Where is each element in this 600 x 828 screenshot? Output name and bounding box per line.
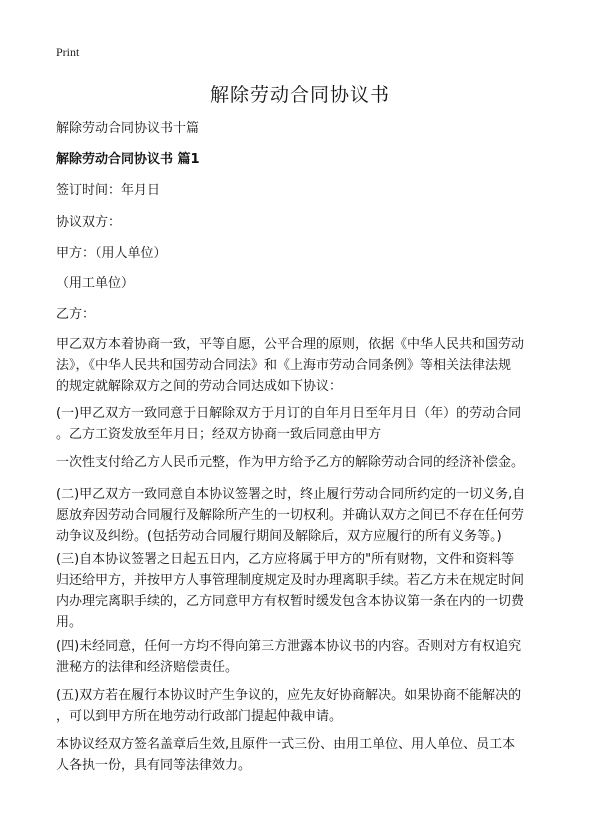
intro-paragraph	[56, 334, 548, 397]
party-b: 乙方：	[56, 307, 96, 322]
text-line: (一)甲乙双方一致同意于日解除双方于月订的自年月日至年月日（年）的劳动合同	[56, 406, 522, 421]
clause-1	[56, 403, 548, 445]
text-line: (二)甲乙双方一致同意自本协议签署之时，终止履行劳动合同所约定的一切义务,自	[56, 487, 526, 502]
employer-note: （用工单位）	[56, 276, 135, 291]
text-line: (五)双方若在履行本协议时产生争议的，应先友好协商解决。如果协商不能解决的	[56, 688, 522, 703]
party-a: 甲方：（用人单位）	[56, 246, 167, 261]
clause-2	[56, 484, 548, 547]
document-title: 解除劳动合同协议书	[209, 84, 390, 106]
text-line: 用。	[56, 615, 83, 630]
text-line: 内办理完离职手续的，乙方同意甲方有权暂时缓发包含本协议第一条在内的一切费	[56, 594, 525, 609]
text-line: 法》，《中华人民共和国劳动合同法》和《上海市劳动合同条例》等相关法律法规	[56, 358, 512, 373]
clause-4	[56, 636, 548, 678]
text-line: ，可以到甲方所在地劳动行政部门提起仲裁申请。	[56, 709, 343, 724]
clause-5	[56, 685, 548, 727]
text-line: 归还给甲方，并按甲方人事管理制度规定及时办理离职手续。若乙方未在规定时间	[56, 573, 525, 588]
parties-label: 协议双方：	[56, 215, 122, 230]
print-link[interactable]: Print	[56, 45, 80, 59]
text-line: (四)未经同意，任何一方均不得向第三方泄露本协议书的内容。否则对方有权追究	[56, 639, 522, 654]
text-line: 的规定就解除双方之间的劳动合同达成如下协议：	[56, 379, 343, 394]
clause-3	[56, 549, 548, 633]
text-line: 本协议经双方签名盖章后生效,且原件一式三份、由用工单位、用人单位、员工本	[56, 737, 516, 752]
closing-paragraph	[56, 734, 548, 776]
document-subtitle: 解除劳动合同协议书十篇	[56, 121, 200, 136]
compensation-line: 一次性支付给乙方人民币元整，作为甲方给予乙方的解除劳动合同的经济补偿金。	[56, 455, 525, 470]
text-line: 。乙方工资发放至年月日；经双方协商一致后同意由甲方	[56, 427, 382, 442]
sign-time: 签订时间：年月日	[56, 183, 161, 198]
text-line: 人各执一份，具有同等法律效力。	[56, 758, 252, 773]
text-line: 泄秘方的法律和经济赔偿责任。	[56, 660, 239, 675]
section-heading: 解除劳动合同协议书 篇1	[56, 152, 200, 167]
text-line: 甲乙双方本着协商一致，平等自愿，公平合理的原则，依据《中华人民共和国劳动	[56, 337, 525, 352]
text-line: 动争议及纠纷。(包括劳动合同履行期间及解除后，双方应履行的所有义务等。)	[56, 529, 502, 544]
text-line: (三)自本协议签署之日起五日内，乙方应将属于甲方的"所有财物，文件和资料等	[56, 552, 515, 567]
text-line: 愿放弃因劳动合同履行及解除所产生的一切权利。并确认双方之间已不存在任何劳	[56, 508, 525, 523]
